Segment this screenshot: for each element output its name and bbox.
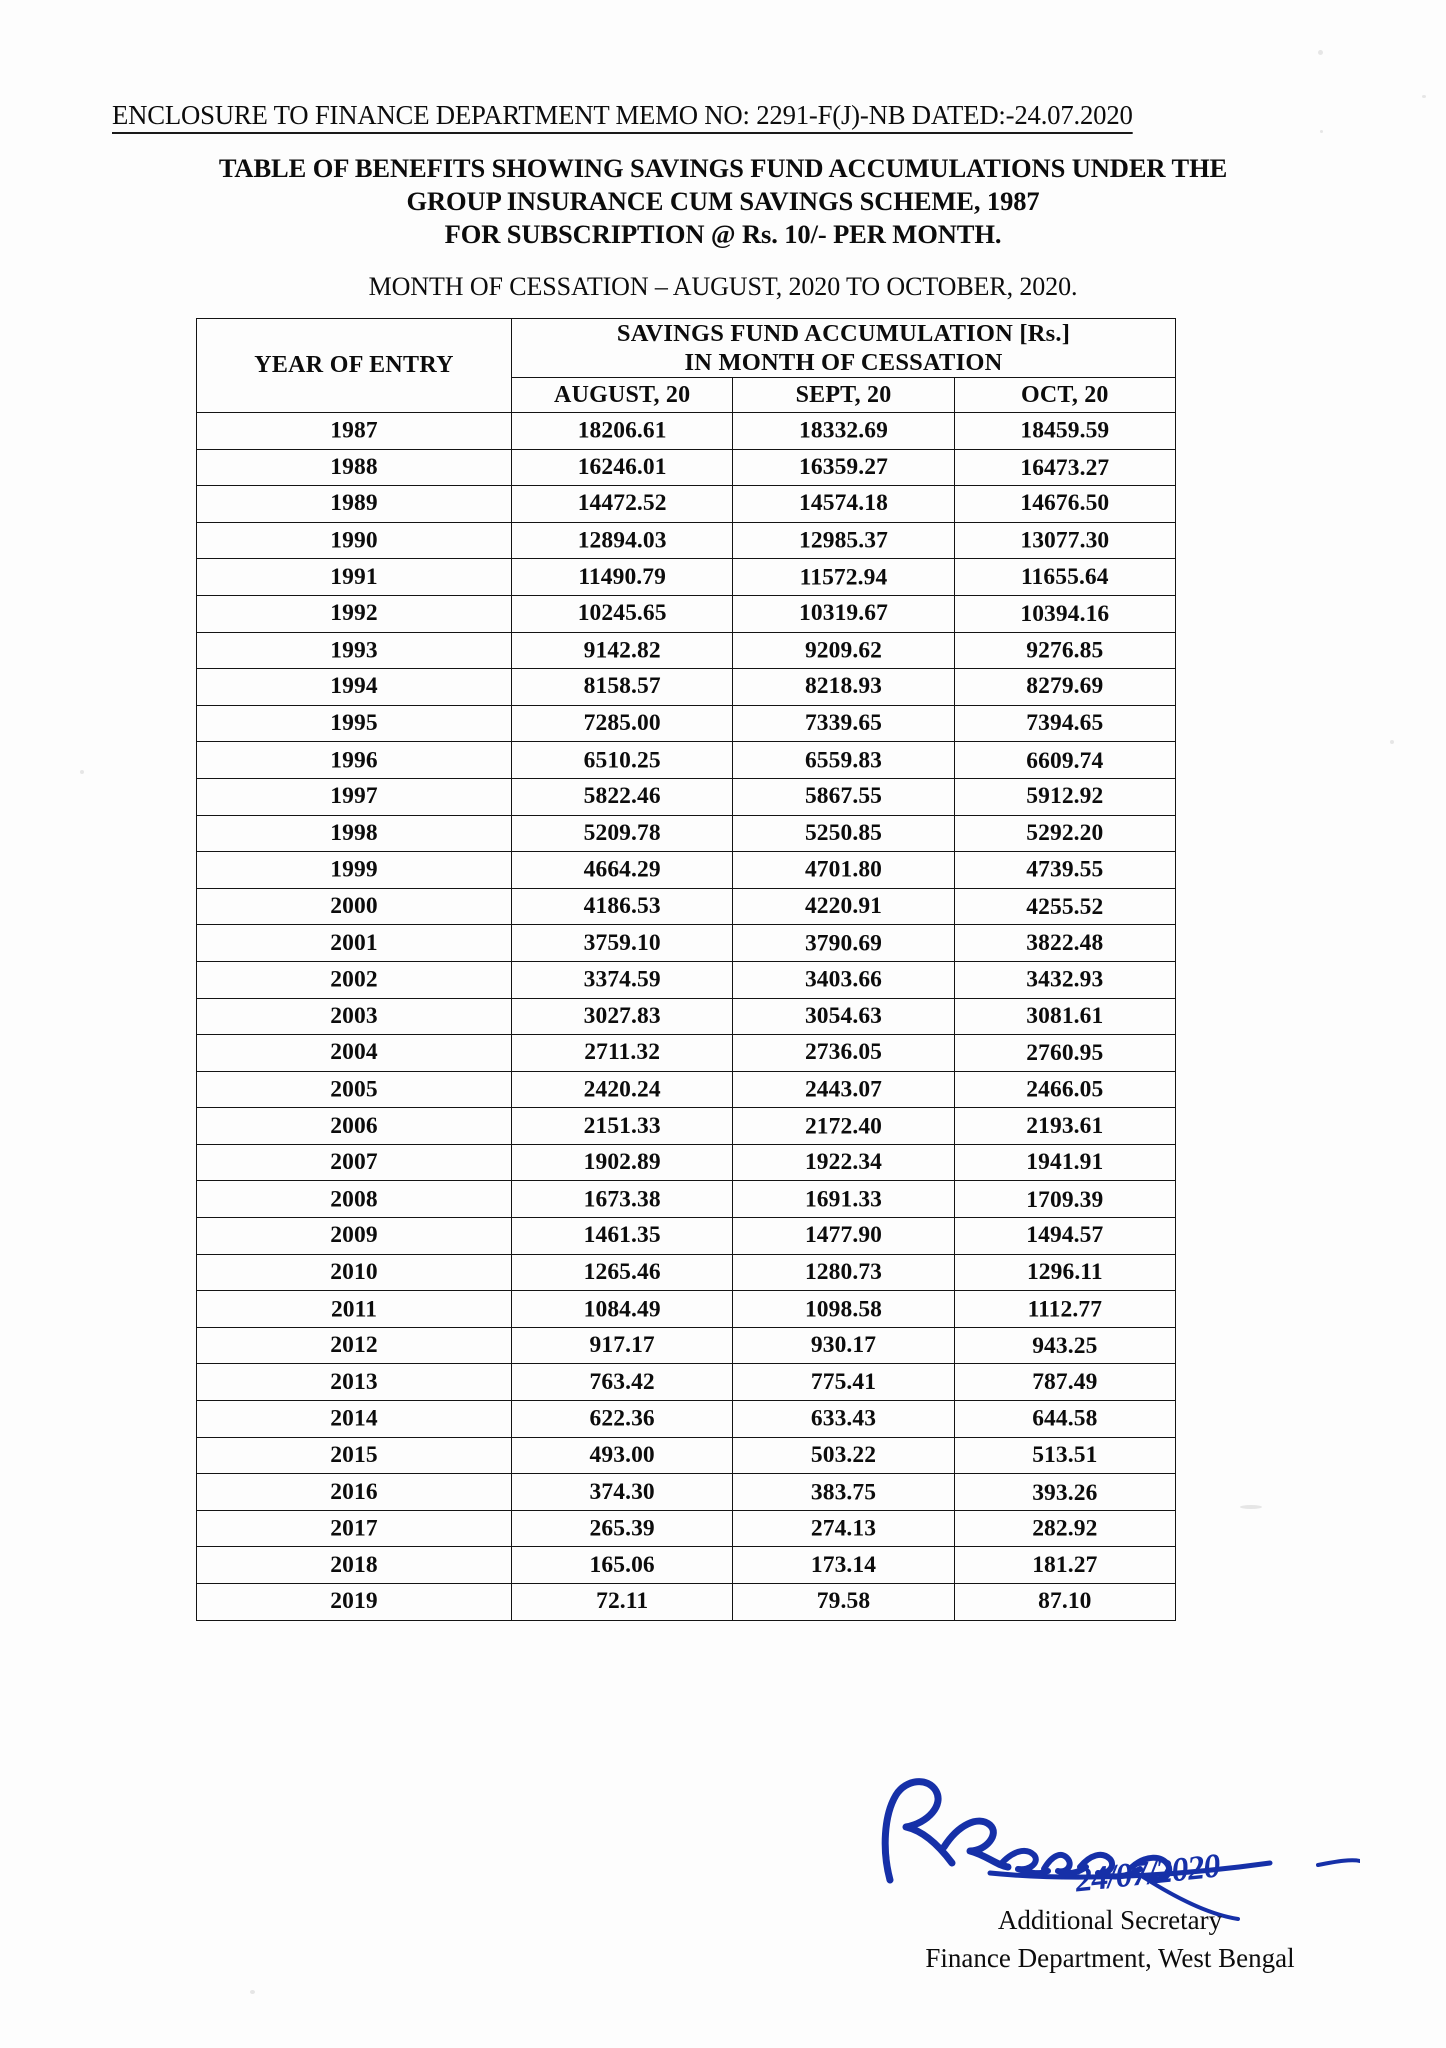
table-row [197, 1437, 1176, 1474]
table-row [197, 815, 1176, 852]
cell-august: 3374.59 [512, 962, 733, 999]
cell-year: 2004 [197, 1035, 512, 1072]
title-line-3: FOR SUBSCRIPTION @ Rs. 10/- PER MONTH. [444, 219, 1002, 249]
cell-august: 1265.46 [512, 1254, 733, 1291]
cell-sept: 9209.62 [733, 632, 954, 669]
cell-august: 10245.65 [512, 595, 733, 632]
cell-sept: 1477.90 [733, 1218, 954, 1255]
cell-year: 1996 [197, 742, 512, 779]
cell-year: 2010 [197, 1254, 512, 1291]
cell-year: 2015 [197, 1437, 512, 1474]
cell-oct: 8279.69 [954, 669, 1175, 706]
cell-sept: 2172.40 [733, 1108, 954, 1145]
cell-year: 2001 [197, 925, 512, 962]
cell-august: 14472.52 [512, 486, 733, 523]
table-row [197, 595, 1176, 632]
cell-sept: 5867.55 [733, 778, 954, 815]
cell-oct: 181.27 [954, 1547, 1175, 1584]
benefits-table [196, 318, 1176, 1621]
table-row [197, 961, 1176, 998]
scan-speckle [80, 770, 84, 774]
benefits-table-container [196, 318, 1176, 1621]
cell-august: 2420.24 [512, 1072, 733, 1109]
cell-august: 72.11 [512, 1584, 733, 1621]
cell-sept: 16359.27 [733, 449, 954, 486]
cell-august: 5209.78 [512, 815, 733, 852]
cell-oct: 10394.16 [954, 596, 1175, 633]
scan-speckle [1320, 130, 1323, 133]
table-row [197, 486, 1176, 523]
cell-august: 1461.35 [512, 1218, 733, 1255]
column-header-oct: OCT, 20 [954, 378, 1175, 413]
cell-august: 1673.38 [512, 1181, 733, 1218]
table-row [197, 778, 1176, 815]
cell-year: 1994 [197, 669, 512, 706]
cell-august: 1084.49 [512, 1291, 733, 1328]
signatory-role: Additional Secretary [997, 1905, 1223, 1935]
table-row [197, 1510, 1176, 1547]
cell-oct: 787.49 [954, 1364, 1175, 1401]
cell-sept: 12985.37 [733, 523, 954, 560]
cell-oct: 87.10 [954, 1584, 1175, 1621]
table-row [197, 1547, 1176, 1584]
cell-oct: 13077.30 [954, 523, 1175, 560]
title-line-1: TABLE OF BENEFITS SHOWING SAVINGS FUND ACCUMULATIONS UNDER THE [218, 153, 1228, 183]
cell-august: 265.39 [512, 1511, 733, 1548]
cell-sept: 4220.91 [733, 888, 954, 925]
cessation-period-line: MONTH OF CESSATION – AUGUST, 2020 TO OCTOBER, 2020. [368, 272, 1078, 301]
cell-sept: 775.41 [733, 1364, 954, 1401]
scan-speckle [250, 1990, 255, 1994]
cell-sept: 3790.69 [733, 925, 954, 962]
cell-august: 917.17 [512, 1327, 733, 1364]
cell-oct: 2466.05 [954, 1072, 1175, 1109]
page-title [0, 152, 1446, 251]
cell-oct: 282.92 [954, 1511, 1175, 1548]
cell-year: 1995 [197, 705, 512, 742]
cell-august: 763.42 [512, 1364, 733, 1401]
cell-oct: 16473.27 [954, 450, 1175, 487]
cell-year: 2005 [197, 1072, 512, 1109]
cell-year: 2002 [197, 962, 512, 999]
cell-oct: 1494.57 [954, 1218, 1175, 1255]
cell-oct: 14676.50 [954, 486, 1175, 523]
cell-sept: 5250.85 [733, 815, 954, 852]
cell-sept: 1098.58 [733, 1291, 954, 1328]
cell-oct: 5292.20 [954, 815, 1175, 852]
cell-august: 3759.10 [512, 925, 733, 962]
table-row [197, 449, 1176, 486]
cell-sept: 8218.93 [733, 669, 954, 706]
table-row [197, 1474, 1176, 1511]
cell-oct: 3822.48 [954, 925, 1175, 962]
table-row [197, 413, 1176, 450]
cell-sept: 383.75 [733, 1474, 954, 1511]
cell-sept: 2443.07 [733, 1072, 954, 1109]
table-row [197, 852, 1176, 889]
table-row [197, 998, 1176, 1035]
cell-august: 2711.32 [512, 1035, 733, 1072]
cell-sept: 930.17 [733, 1327, 954, 1364]
cell-oct: 11655.64 [954, 559, 1175, 596]
table-row [197, 705, 1176, 742]
table-row [197, 1071, 1176, 1108]
cell-sept: 7339.65 [733, 705, 954, 742]
scan-speckle [1390, 740, 1394, 744]
cell-year: 2013 [197, 1364, 512, 1401]
scan-speckle [1422, 95, 1426, 98]
signatory-department: Finance Department, West Bengal [925, 1943, 1295, 1973]
cell-sept: 6559.83 [733, 742, 954, 779]
cell-year: 2014 [197, 1401, 512, 1438]
cell-oct: 393.26 [954, 1475, 1175, 1512]
cell-year: 2011 [197, 1291, 512, 1328]
cell-sept: 274.13 [733, 1511, 954, 1548]
cell-august: 18206.61 [512, 413, 733, 450]
table-row [197, 1218, 1176, 1255]
cell-year: 1988 [197, 449, 512, 486]
cell-oct: 1296.11 [954, 1254, 1175, 1291]
cell-august: 6510.25 [512, 742, 733, 779]
cell-august: 165.06 [512, 1547, 733, 1584]
memo-reference-line: ENCLOSURE TO FINANCE DEPARTMENT MEMO NO: 2291-F(J)-NB DATED:-24.07.2020 [112, 100, 1133, 134]
table-row [197, 1144, 1176, 1181]
cell-august: 3027.83 [512, 998, 733, 1035]
cell-sept: 173.14 [733, 1547, 954, 1584]
cell-august: 4664.29 [512, 852, 733, 889]
group-header-line-1: SAVINGS FUND ACCUMULATION [Rs.] [616, 320, 1071, 347]
cell-oct: 2760.95 [954, 1035, 1175, 1072]
cell-august: 11490.79 [512, 559, 733, 596]
handwritten-signature-icon [840, 1755, 1360, 1925]
cell-oct: 4739.55 [954, 852, 1175, 889]
cell-august: 7285.00 [512, 705, 733, 742]
cell-oct: 1941.91 [954, 1144, 1175, 1181]
cell-year: 1990 [197, 523, 512, 560]
column-header-year-of-entry: YEAR OF ENTRY [197, 319, 512, 413]
cell-august: 5822.46 [512, 778, 733, 815]
cell-year: 2000 [197, 888, 512, 925]
cell-year: 2019 [197, 1584, 512, 1621]
cell-sept: 11572.94 [733, 559, 954, 596]
cell-sept: 1922.34 [733, 1144, 954, 1181]
cell-sept: 18332.69 [733, 413, 954, 450]
cell-sept: 1691.33 [733, 1181, 954, 1218]
cell-sept: 503.22 [733, 1437, 954, 1474]
table-row [197, 925, 1176, 962]
cell-year: 2017 [197, 1511, 512, 1548]
scan-speckle [1240, 1505, 1262, 1509]
cell-sept: 3054.63 [733, 998, 954, 1035]
cell-sept: 4701.80 [733, 852, 954, 889]
cell-year: 1989 [197, 486, 512, 523]
table-row [197, 522, 1176, 559]
cell-year: 2003 [197, 998, 512, 1035]
cell-oct: 644.58 [954, 1401, 1175, 1438]
cell-august: 9142.82 [512, 632, 733, 669]
table-row [197, 1108, 1176, 1145]
cell-oct: 18459.59 [954, 413, 1175, 450]
cell-year: 2016 [197, 1474, 512, 1511]
group-header-line-2: IN MONTH OF CESSATION [684, 349, 1003, 376]
table-row [197, 1035, 1176, 1072]
cell-oct: 1112.77 [954, 1291, 1175, 1328]
cell-oct: 4255.52 [954, 889, 1175, 926]
title-line-2: GROUP INSURANCE CUM SAVINGS SCHEME, 1987 [406, 186, 1040, 216]
cell-oct: 5912.92 [954, 778, 1175, 815]
cell-oct: 3432.93 [954, 962, 1175, 999]
cell-sept: 14574.18 [733, 486, 954, 523]
cell-year: 2007 [197, 1144, 512, 1181]
cell-year: 2018 [197, 1547, 512, 1584]
cell-oct: 6609.74 [954, 743, 1175, 780]
handwritten-date: 24/07/2020 [1073, 1847, 1222, 1900]
cell-oct: 1709.39 [954, 1182, 1175, 1219]
cell-sept: 3403.66 [733, 962, 954, 999]
table-row [197, 1327, 1176, 1364]
cell-sept: 10319.67 [733, 595, 954, 632]
table-row [197, 742, 1176, 779]
column-header-august: AUGUST, 20 [512, 378, 733, 413]
cell-august: 16246.01 [512, 449, 733, 486]
table-row [197, 1181, 1176, 1218]
table-row [197, 559, 1176, 596]
cell-august: 8158.57 [512, 669, 733, 706]
cell-year: 1997 [197, 778, 512, 815]
cell-year: 1992 [197, 595, 512, 632]
cell-year: 1991 [197, 559, 512, 596]
cell-year: 2008 [197, 1181, 512, 1218]
table-row [197, 888, 1176, 925]
cell-year: 2009 [197, 1218, 512, 1255]
cell-oct: 9276.85 [954, 632, 1175, 669]
column-group-header-savings-fund [512, 319, 1176, 378]
cell-august: 12894.03 [512, 523, 733, 560]
cell-august: 493.00 [512, 1437, 733, 1474]
cell-year: 1999 [197, 852, 512, 889]
cell-oct: 513.51 [954, 1437, 1175, 1474]
table-row [197, 1291, 1176, 1328]
cell-year: 2012 [197, 1327, 512, 1364]
cell-sept: 2736.05 [733, 1035, 954, 1072]
table-body [197, 413, 1176, 1621]
table-row [197, 669, 1176, 706]
table-row [197, 1254, 1176, 1291]
cell-august: 1902.89 [512, 1144, 733, 1181]
table-header-row-1 [197, 319, 1176, 378]
cell-year: 1998 [197, 815, 512, 852]
cell-sept: 633.43 [733, 1401, 954, 1438]
table-row [197, 1401, 1176, 1438]
cell-oct: 2193.61 [954, 1108, 1175, 1145]
table-row [197, 1584, 1176, 1621]
cell-year: 2006 [197, 1108, 512, 1145]
cell-august: 4186.53 [512, 888, 733, 925]
table-row [197, 1364, 1176, 1401]
cell-year: 1993 [197, 632, 512, 669]
scan-speckle [1318, 50, 1323, 55]
table-row [197, 632, 1176, 669]
cell-oct: 7394.65 [954, 705, 1175, 742]
column-header-sept: SEPT, 20 [733, 378, 954, 413]
cell-august: 2151.33 [512, 1108, 733, 1145]
cell-oct: 3081.61 [954, 998, 1175, 1035]
table-head [197, 319, 1176, 413]
cell-august: 622.36 [512, 1401, 733, 1438]
cell-oct: 943.25 [954, 1328, 1175, 1365]
cell-sept: 79.58 [733, 1584, 954, 1621]
signature-block [860, 1755, 1360, 1995]
cell-year: 1987 [197, 413, 512, 450]
cell-august: 374.30 [512, 1474, 733, 1511]
cell-sept: 1280.73 [733, 1254, 954, 1291]
